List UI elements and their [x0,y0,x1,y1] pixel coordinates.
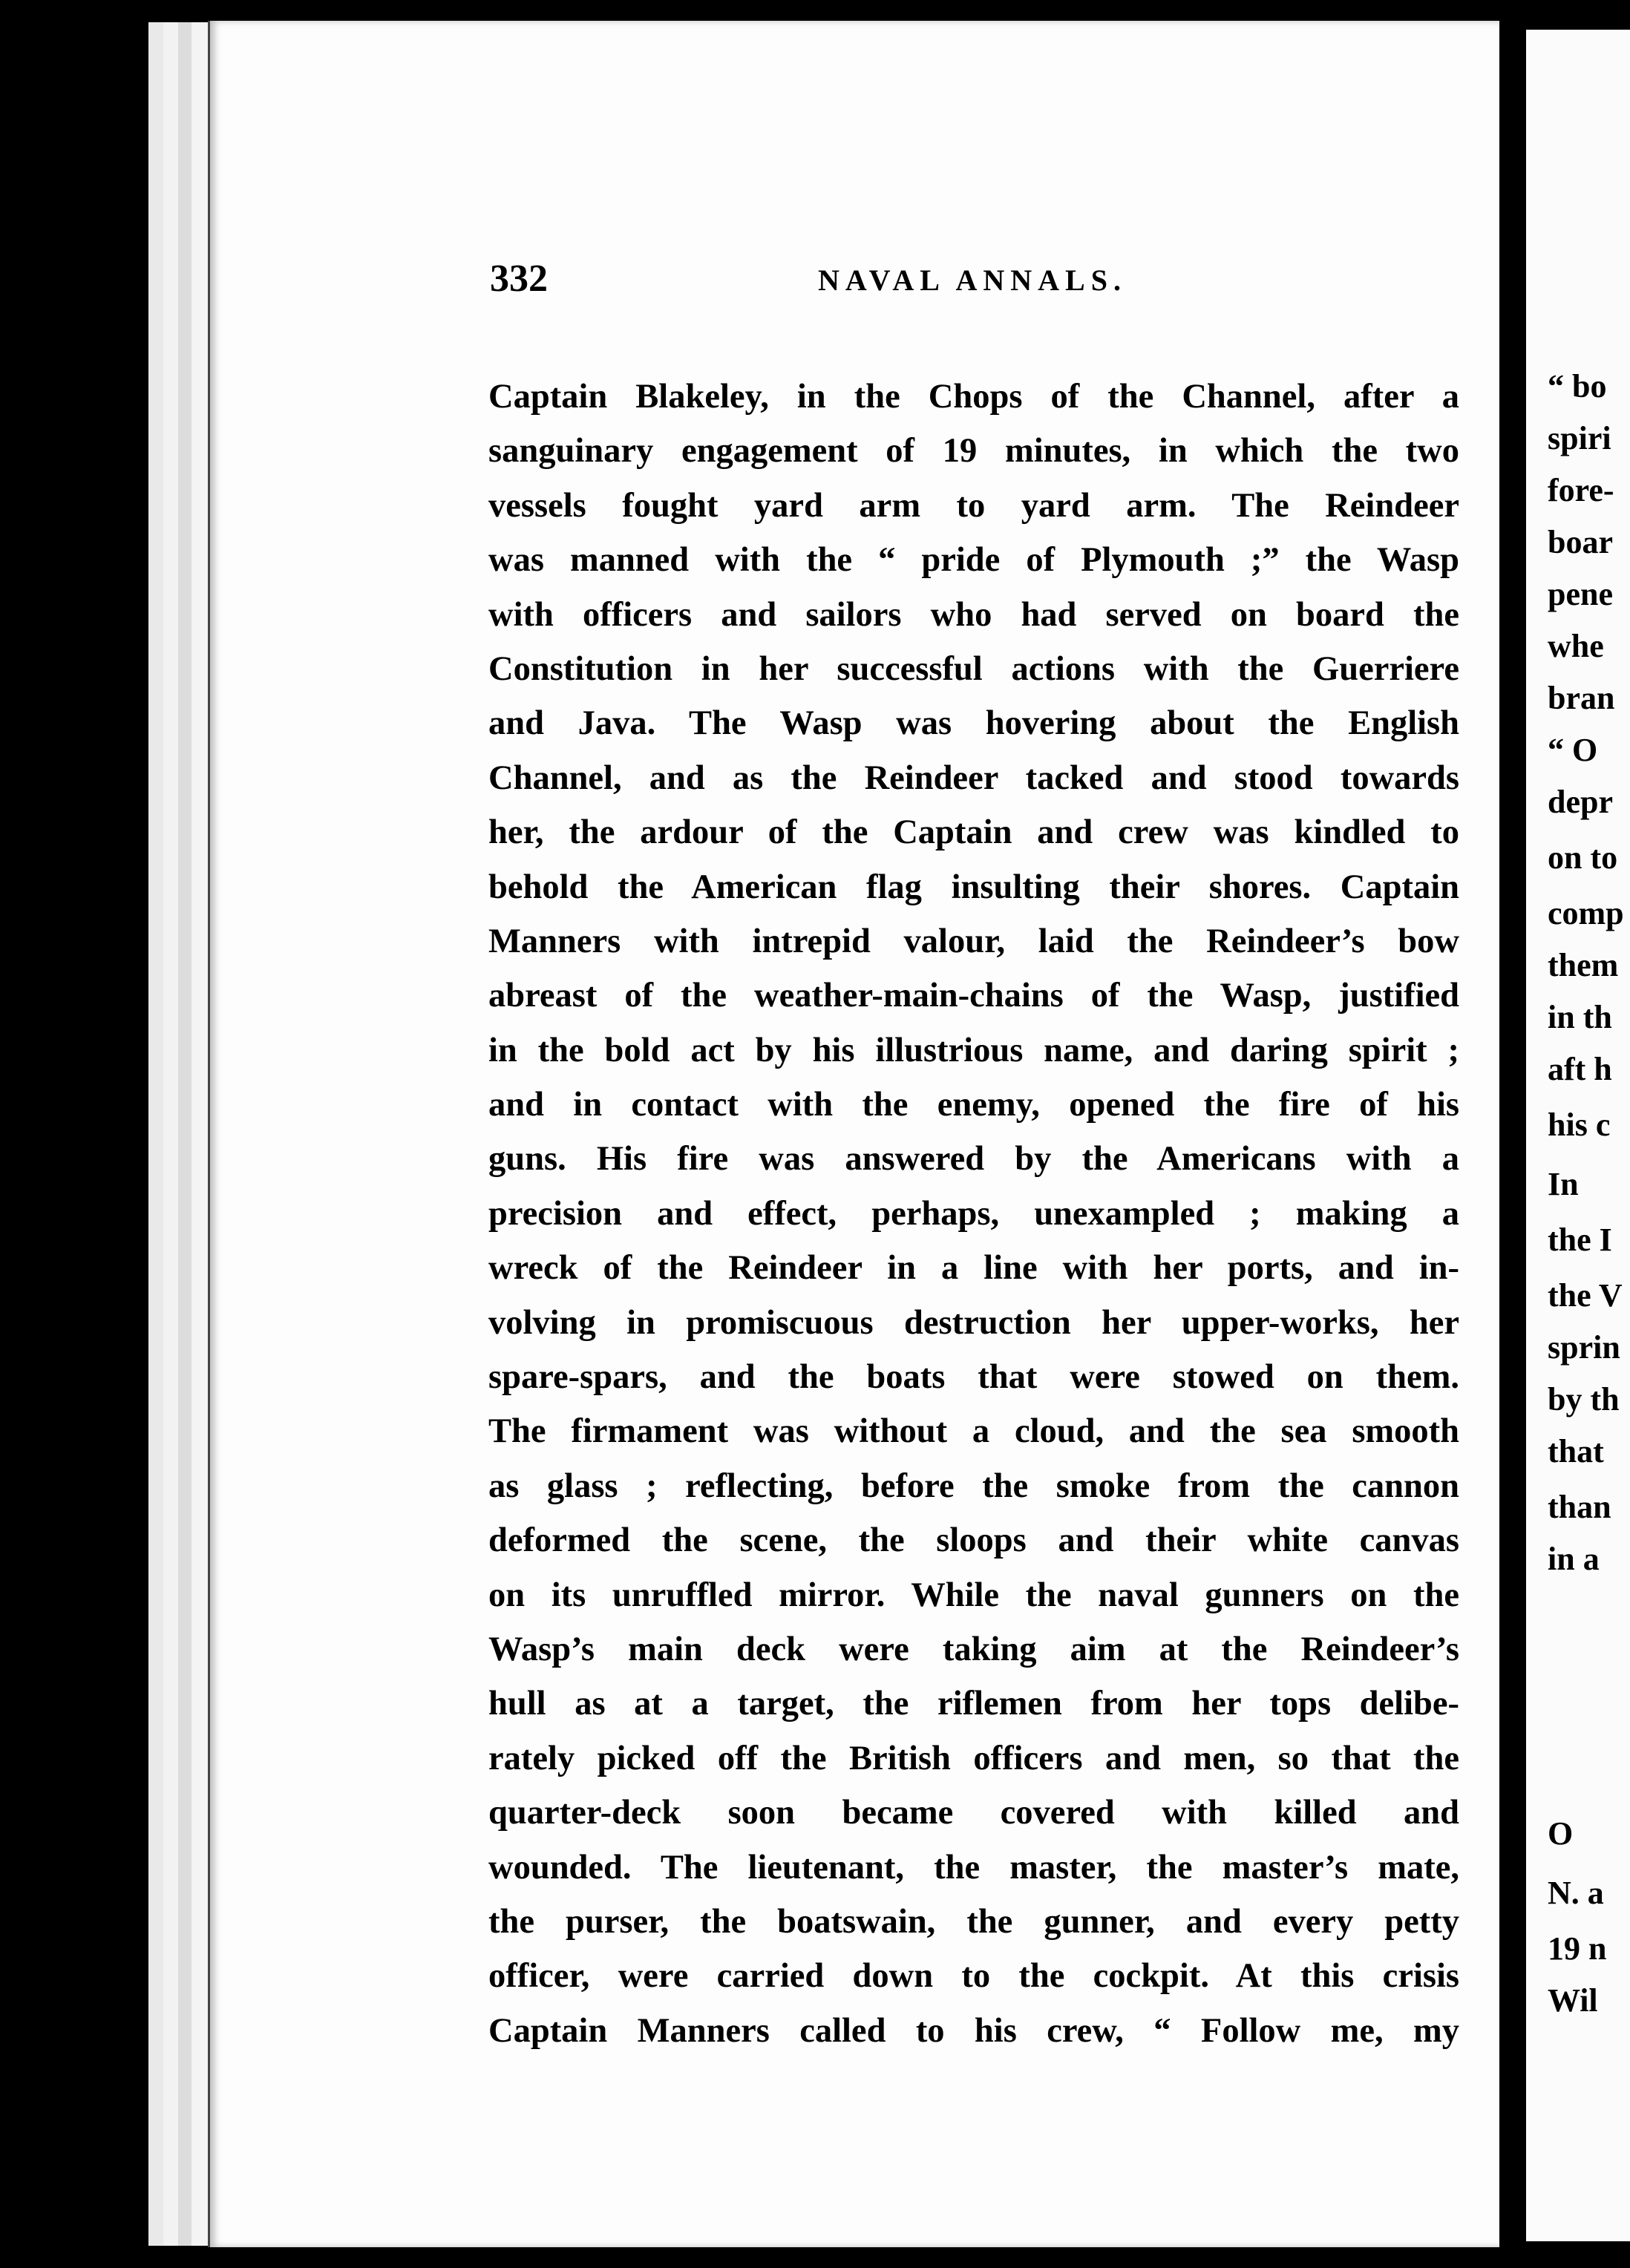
text-line: wounded. The lieutenant, the master, the master’s mate, [488,1848,1459,1887]
text-line: as glass ; reflecting, before the smoke from the cannon [488,1466,1459,1505]
text-line: rately picked off the British officers and men, so that the [488,1739,1459,1777]
text-line: abreast of the weather-main-chains of the Wasp, justified [488,977,1459,1015]
right-page-fragment: spiri [1548,420,1611,456]
text-line: hull as at a target, the riflemen from her tops delibe- [488,1685,1459,1723]
text-line: her, the ardour of the Captain and crew was kindled to [488,813,1459,852]
text-line: officer, were carried down to the cockpit. At this crisis [488,1957,1459,1996]
text-line: Wasp’s main deck were taking aim at the Reindeer’s [488,1630,1459,1668]
text-line: with officers and sailors who had served on board the [488,595,1459,634]
text-line: sanguinary engagement of 19 minutes, in which the two [488,432,1459,471]
text-line: guns. His fire was answered by the Americans with a [488,1140,1459,1179]
text-line: precision and effect, perhaps, unexampled ; making a [488,1194,1459,1233]
text-line: Captain Manners called to his crew, “ Follow me, my [488,2011,1459,2050]
right-page-fragment: his c [1548,1107,1611,1143]
right-page-fragment: pene [1548,576,1613,612]
right-page-fragment: Wil [1548,1982,1598,2019]
text-line: deformed the scene, the sloops and their white canvas [488,1521,1459,1560]
right-page-fragment: than [1548,1489,1611,1525]
text-line: in the bold act by his illustrious name, and daring spirit ; [488,1031,1459,1069]
right-page-fragment: 19 n [1548,1930,1607,1967]
text-line: on its unruffled mirror. While the naval gunners on the [488,1576,1459,1614]
right-page-fragment: comp [1548,895,1624,931]
right-page-fragment: depr [1548,784,1613,820]
right-page-fragment: in th [1548,999,1612,1035]
text-line: Manners with intrepid valour, laid the Reindeer’s bow [488,922,1459,960]
text-line: was manned with the “ pride of Plymouth ;” the Wasp [488,541,1459,580]
body-text [488,370,1459,2058]
text-line: wreck of the Reindeer in a line with her ports, and in- [488,1249,1459,1288]
right-page-fragment: in a [1548,1541,1600,1577]
text-line: The firmament was without a cloud, and the sea smooth [488,1412,1459,1451]
right-page-fragment: fore- [1548,472,1614,508]
text-line: behold the American flag insulting their shores. Captain [488,868,1459,906]
right-page-fragment: In [1548,1166,1579,1202]
right-page-fragment: aft h [1548,1051,1612,1087]
text-line: vessels fought yard arm to yard arm. The Reindeer [488,486,1459,525]
right-page-fragment: them [1548,947,1619,983]
right-page-fragment: boar [1548,524,1613,560]
right-page-fragment: whe [1548,628,1604,664]
right-page-fragment: “ O [1548,732,1598,768]
text-line: spare-spars, and the boats that were stowed on them. [488,1358,1459,1397]
right-page-fragment: “ bo [1548,368,1607,404]
text-line: Channel, and as the Reindeer tacked and stood towards [488,758,1459,797]
page-number: 332 [490,258,548,300]
running-head [275,260,1477,327]
right-page-fragment: that [1548,1433,1604,1469]
text-line: Captain Blakeley, in the Chops of the Channel, after a [488,378,1459,416]
book-gutter [1499,0,1526,2268]
text-line: quarter-deck soon became covered with killed and [488,1794,1459,1832]
page-title: NAVAL ANNALS. [818,263,1127,297]
right-page-fragment: O [1548,1815,1574,1852]
right-page-fragment: the V [1548,1277,1623,1314]
text-line: and Java. The Wasp was hovering about the English [488,704,1459,743]
right-page-fragment: by th [1548,1381,1620,1418]
right-page-fragment: on to [1548,839,1618,876]
right-page-fragment: the I [1548,1222,1612,1258]
text-line: Constitution in her successful actions with the Guerriere [488,649,1459,688]
right-page-fragment: sprin [1548,1329,1620,1366]
right-page-fragment: bran [1548,680,1615,716]
text-line: volving in promiscuous destruction her upper-works, her [488,1303,1459,1342]
right-page-fragment: N. a [1548,1875,1604,1911]
text-line: and in contact with the enemy, opened the fire of his [488,1086,1459,1124]
text-line: the purser, the boatswain, the gunner, and every petty [488,1902,1459,1941]
